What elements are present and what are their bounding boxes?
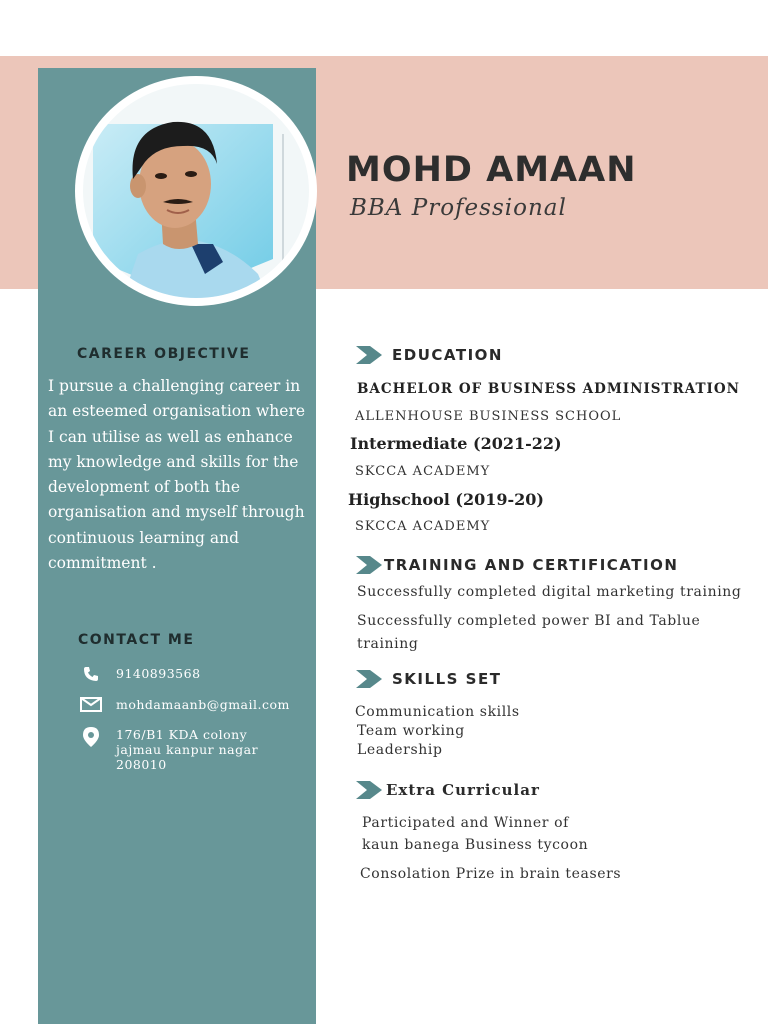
portrait-illustration [83, 84, 309, 298]
contact-address [116, 727, 258, 772]
education-highschool-school: SKCCA ACADEMY [355, 519, 491, 534]
education-college: ALLENHOUSE BUSINESS SCHOOL [355, 409, 622, 424]
candidate-name: MOHD AMAAN [346, 150, 637, 190]
extra-item: Participated and Winner of [362, 815, 569, 831]
education-highschool: Highschool (2019-20) [348, 490, 544, 509]
skill-item: Team working [357, 723, 465, 739]
education-heading-label: EDUCATION [392, 346, 503, 364]
chevron-right-icon [356, 670, 382, 688]
location-pin-icon [80, 727, 102, 747]
training-heading [356, 556, 678, 574]
career-objective-text: I pursue a challenging career in an esteemed organisation where I can utilise as well as enhance my knowledge and skills for the development of both the organisation and myself through continuous learning and commitment . [48, 377, 306, 573]
contact-email[interactable]: mohdamaanb@gmail.com [116, 697, 290, 712]
skill-item: Communication skills [355, 704, 520, 720]
chevron-right-icon [356, 781, 382, 799]
skills-heading [356, 670, 501, 688]
skills-heading-label: SKILLS SET [392, 670, 502, 688]
address-line: 176/B1 KDA colony [116, 727, 248, 742]
education-intermediate: Intermediate (2021-22) [350, 434, 562, 453]
training-item-continued: training [357, 636, 419, 652]
extra-item-continued: kaun banega Business tycoon [362, 837, 589, 853]
education-intermediate-school: SKCCA ACADEMY [355, 464, 491, 479]
mail-icon [80, 697, 102, 712]
chevron-right-icon [356, 346, 382, 364]
skill-item: Leadership [357, 742, 443, 758]
education-heading [356, 346, 503, 364]
training-item: Successfully completed digital marketing training [357, 584, 742, 600]
candidate-title: BBA Professional [350, 195, 567, 221]
address-line: jajmau kanpur nagar [116, 742, 259, 757]
phone-icon [80, 666, 102, 682]
contact-phone[interactable]: 9140893568 [116, 666, 201, 681]
address-line: 208010 [116, 757, 167, 772]
contact-phone-row [80, 666, 201, 682]
extra-curricular-heading-label: Extra Curricular [386, 781, 540, 799]
contact-email-row [80, 697, 290, 712]
career-objective-heading: CAREER OBJECTIVE [77, 346, 251, 362]
contact-address-row [80, 727, 258, 772]
contact-heading: CONTACT ME [78, 632, 195, 648]
chevron-right-icon [356, 556, 382, 574]
profile-photo [83, 84, 309, 298]
training-heading-label: TRAINING AND CERTIFICATION [384, 556, 679, 574]
extra-item: Consolation Prize in brain teasers [360, 866, 622, 882]
education-degree: BACHELOR OF BUSINESS ADMINISTRATION [357, 381, 740, 397]
training-item: Successfully completed power BI and Tablue [357, 613, 701, 629]
extra-curricular-heading [356, 781, 540, 799]
